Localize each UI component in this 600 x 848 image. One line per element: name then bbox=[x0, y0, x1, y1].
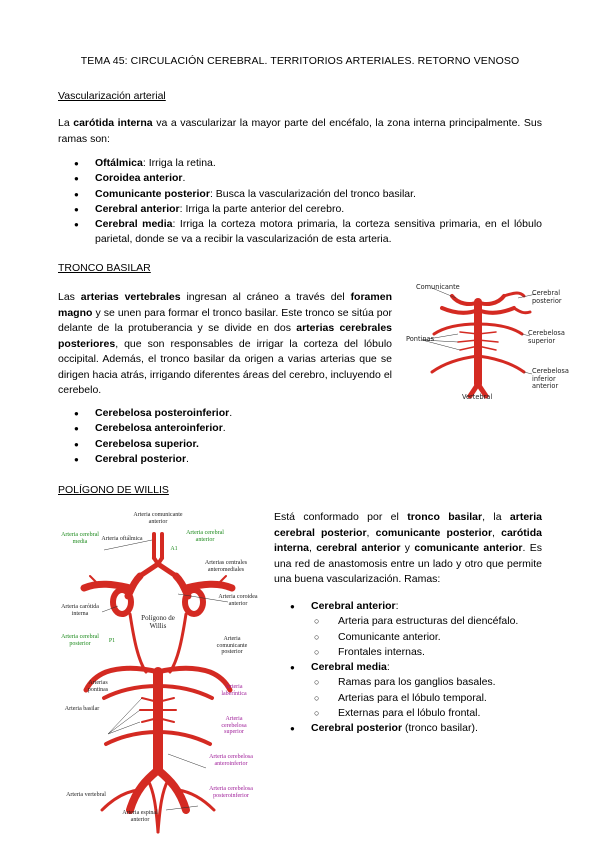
list-item: ● Oftálmica: Irriga la retina. bbox=[62, 156, 542, 171]
label-arteria-espinal: Arteria espinal anterior bbox=[122, 810, 158, 823]
label-cerebral-posterior: Cerebral posterior bbox=[532, 289, 562, 305]
tronco-branches-list bbox=[62, 406, 392, 467]
label-arteria-laberintica: Arteria laberíntica bbox=[221, 684, 247, 697]
list-item: ● Cerebelosa anteroinferior. bbox=[62, 421, 392, 436]
sub-list-item: ○ Externas para el lóbulo frontal. bbox=[278, 706, 548, 721]
list-item: ● Cerebral posterior (tronco basilar). bbox=[278, 721, 548, 736]
label-arteria-cerebral-posterior: Arteria cerebral posterior bbox=[61, 634, 99, 647]
list-item: ● Cerebral posterior. bbox=[62, 452, 392, 467]
label-arteria-cerebral-anterior: Arteria cerebral anterior bbox=[186, 530, 224, 543]
label-arteria-comunicante-posterior: Arteria comunicante posterior bbox=[216, 636, 248, 656]
basilar-figure bbox=[400, 284, 580, 404]
label-vertebral: Vertebral bbox=[462, 393, 493, 401]
sub-list-item: ○ Frontales internas. bbox=[278, 645, 548, 660]
label-pontinas: Pontinas bbox=[406, 335, 435, 343]
sub-list-item: ○ Arterias para el lóbulo temporal. bbox=[278, 691, 548, 706]
list-item: ● Cerebelosa posteroinferior. bbox=[62, 406, 392, 421]
list-item: ● Coroidea anterior. bbox=[62, 171, 542, 186]
label-comunicante: Comunicante bbox=[416, 283, 460, 291]
carotida-branches-list bbox=[62, 156, 542, 248]
willis-figure bbox=[58, 510, 258, 836]
page-title: TEMA 45: CIRCULACIÓN CEREBRAL. TERRITORIOS ARTERIALES. RETORNO VENOSO bbox=[80, 55, 520, 67]
vascularizacion-intro: La carótida interna va a vascularizar la mayor parte del encéfalo, la zona interna principalmente. Sus ramas son: bbox=[58, 117, 542, 145]
tronco-paragraph: Las arterias vertebrales ingresan al cráneo a través del foramen magno y se unen para formar el tronco basilar. Este tronco se sitúa por delante de la protuberancia y se divide en dos arterias cerebrales posteriores, que son responsables de irrigar la corteza del lóbulo occipital. Además, el tronco basilar da origen a varias arterias que se dirigen hacia atrás, irrigando diferentes áreas del cerebro, incluyendo el cerebelo. bbox=[58, 291, 392, 396]
label-arterias-centrales: Arterias centrales anteromediales bbox=[204, 560, 248, 573]
label-arteria-cerebelosa-posteroinferior: Arteria cerebelosa posteroinferior bbox=[209, 786, 253, 799]
list-item: ● Cerebelosa superior. bbox=[62, 437, 392, 452]
willis-heading: POLÍGONO DE WILLIS bbox=[58, 484, 169, 496]
label-arteria-comunicante-anterior: Arteria comunicante anterior bbox=[133, 512, 183, 525]
label-arteria-vertebral: Arteria vertebral bbox=[66, 792, 106, 798]
label-arterias-pontinas: Arterias pontinas bbox=[87, 680, 109, 693]
sub-list-item: ○ Comunicante anterior. bbox=[278, 630, 548, 645]
tronco-heading: TRONCO BASILAR bbox=[58, 262, 151, 274]
label-cerebelosa-superior: Cerebelosa superior bbox=[528, 329, 565, 345]
list-item: ● Comunicante posterior: Busca la vascularización del tronco basilar. bbox=[62, 187, 542, 202]
label-arteria-carotida-interna: Arteria carótida interna bbox=[61, 604, 99, 617]
list-item: ● Cerebral anterior: Irriga la parte anterior del cerebro. bbox=[62, 202, 542, 217]
sub-list-item: ○ Arteria para estructuras del diencéfalo. bbox=[278, 614, 548, 629]
vascularizacion-heading: Vascularización arterial bbox=[58, 90, 166, 102]
willis-branches-list bbox=[278, 599, 548, 737]
label-arteria-coroidea-anterior: Arteria coroidea anterior bbox=[218, 594, 258, 607]
label-arteria-oftalmica: Arteria oftálmica bbox=[101, 536, 143, 542]
list-item: ● Cerebral media: Irriga la corteza motora primaria, la corteza sensitiva primaria, en el lóbulo parietal, donde se va a recibir la vascularización de esta arteria. bbox=[62, 217, 542, 248]
list-item: ● Cerebral media: bbox=[278, 660, 548, 675]
label-poligono-willis: Polígono de Willis bbox=[141, 614, 175, 630]
list-item: ● Cerebral anterior: bbox=[278, 599, 548, 614]
label-arteria-cerebelosa-superior: Arteria cerebelosa superior bbox=[221, 716, 247, 736]
label-a1: A1 bbox=[170, 546, 178, 552]
label-arteria-basilar: Arteria basilar bbox=[64, 706, 100, 712]
sub-list-item: ○ Ramas para los ganglios basales. bbox=[278, 675, 548, 690]
label-arteria-cerebral-media: Arteria cerebral media bbox=[61, 532, 99, 545]
label-arteria-cerebelosa-anteroinferior: Arteria cerebelosa anteroinferior bbox=[209, 754, 253, 767]
willis-paragraph: Está conformado por el tronco basilar, la arteria cerebral posterior, comunicante posterior, carótida interna, cerebral anterior y comunicante anterior. Es una red de anastomosis entre un lado y otro que permite una buena vascularización. Ramas: bbox=[274, 511, 543, 585]
label-p1: P1 bbox=[108, 638, 116, 644]
label-cerebelosa-inferior-anterior: Cerebelosa inferior anterior bbox=[532, 367, 569, 390]
